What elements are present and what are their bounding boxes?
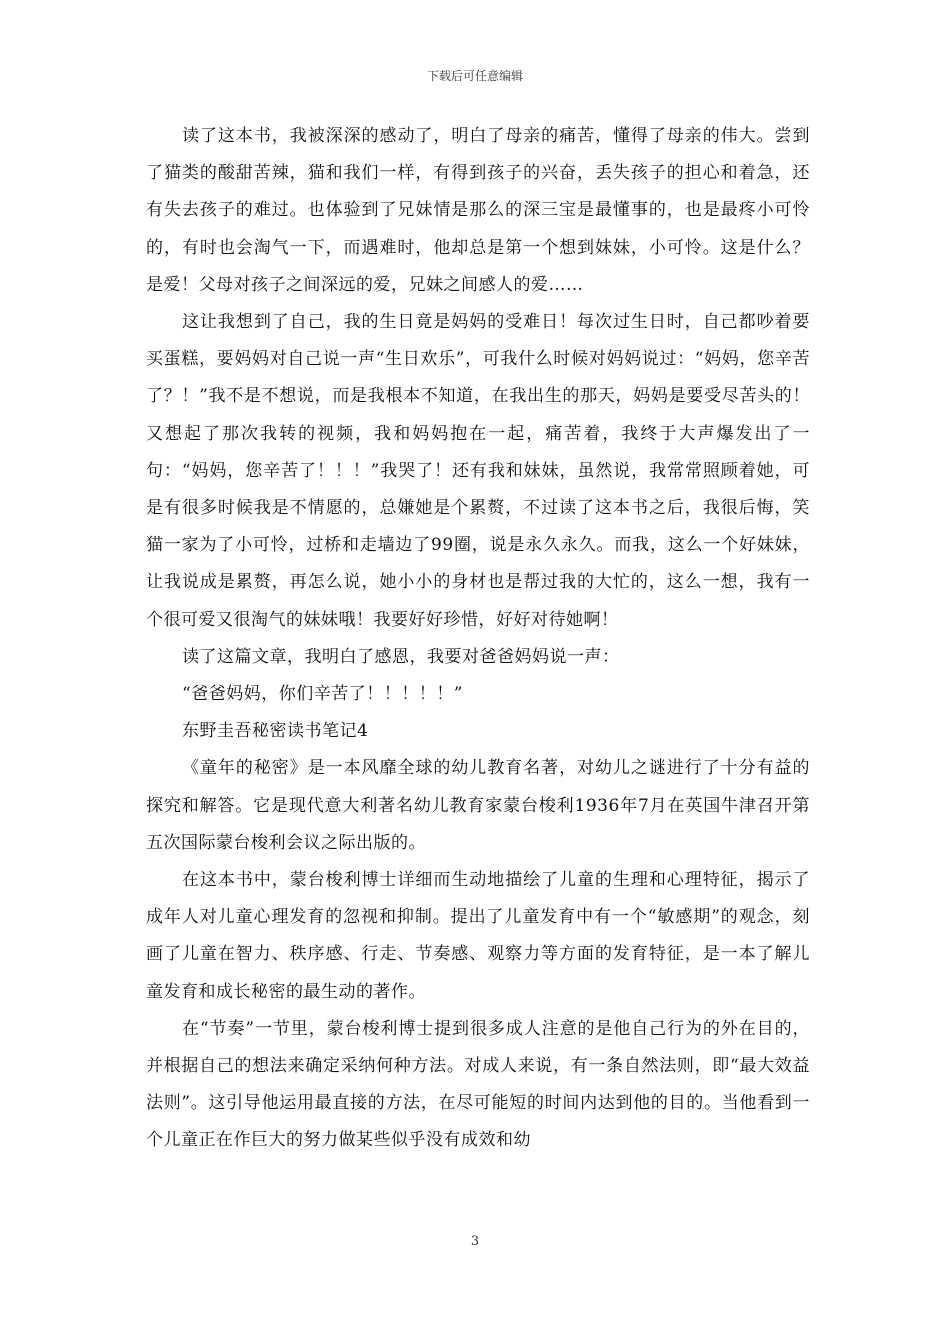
paragraph: 在这本书中，蒙台梭利博士详细而生动地描绘了儿童的生理和心理特征，揭示了成年人对儿童心理发育的忽视和抑制。提出了儿童发育中有一个“敏感期”的观念，刻画了儿童在智力、秩序感、行走、节奏感、观察力等方面的发育特征，是一本了解儿童发育和成长秘密的最生动的著作。 — [146, 870, 810, 1002]
paragraph: “爸爸妈妈，你们辛苦了！！！！！” — [182, 684, 463, 705]
paragraph: 这让我想到了自己，我的生日竟是妈妈的受难日！每次过生日时，自己都吵着要买蛋糕，要妈妈对自己说一声“生日欢乐”，可我什么时候对妈妈说过：“妈妈，您辛苦了？！”我不是不想说，而是我根本不知道，在我出生的那天，妈妈是要受尽苦头的！又想起了那次我转的视频，我和妈妈抱在一起，痛苦着，我终于大声爆发出了一句：“妈妈，您辛苦了！！！”我哭了！还有我和妹妹，虽然说，我常常照顾着她，可是有很多时候我是不情愿的，总嫌她是个累赘，不过读了这本书之后，我很后悔，笑猫一家为了小可怜，过桥和走墙边了99圈，说是永久永久。而我，这么一个好妹妹，让我说成是累赘，再怎么说，她小小的身材也是帮过我的大忙的，这么一想，我有一个很可爱又很淘气的妹妹哦！我要好好珍惜，好好对待她啊！ — [146, 312, 810, 630]
body-text — [146, 118, 810, 1160]
page-header: 下载后可任意编辑 — [426, 69, 523, 83]
paragraph: 在“节奏”一节里，蒙台梭利博士提到很多成人注意的是他自己行为的外在目的，并根据自己的想法来确定采纳何种方法。对成人来说，有一条自然法则，即“最大效益法则”。这引导他运用最直接的方法，在尽可能短的时间内达到他的目的。当他看到一个儿童正在作巨大的努力做某些似乎没有成效和幼 — [146, 1018, 810, 1151]
section-title: 东野圭吾秘密读书笔记4 — [182, 721, 369, 742]
paragraph: 读了这篇文章，我明白了感恩，我要对爸爸妈妈说一声： — [182, 646, 620, 667]
paragraph: 读了这本书，我被深深的感动了，明白了母亲的痛苦，懂得了母亲的伟大。尝到了猫类的酸甜苦辣，猫和我们一样，有得到孩子的兴奋，丢失孩子的担心和着急，还有失去孩子的难过。也体验到了兄妹情是那么的深三宝是最懂事的，也是最疼小可怜的，有时也会淘气一下，而遇难时，他却总是第一个想到妹妹，小可怜。这是什么？是爱！父母对孩子之间深远的爱，兄妹之间感人的爱…… — [146, 126, 810, 295]
paragraph: 《童年的秘密》是一本风靡全球的幼儿教育名著，对幼儿之谜进行了十分有益的探究和解答。它是现代意大利著名幼儿教育家蒙台梭利1936年7月在英国牛津召开第五次国际蒙台梭利会议之际出版的。 — [146, 758, 810, 853]
page-number: 3 — [470, 1234, 480, 1249]
